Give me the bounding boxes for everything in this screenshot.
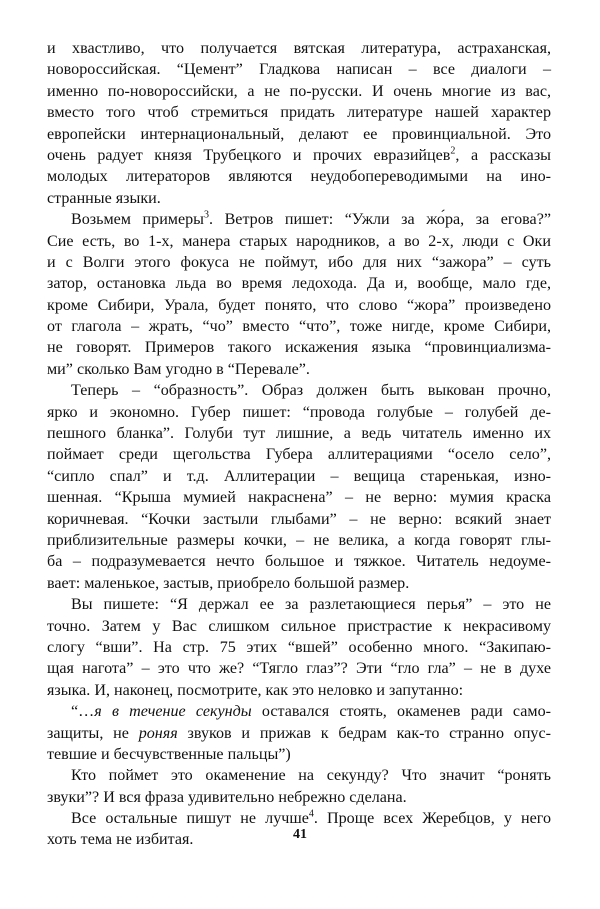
text-line: [47, 231, 551, 252]
line-text-continued: . Ветров пишет: “Ужли за жо́ра, за егова?”: [209, 211, 551, 229]
text-line: [47, 573, 551, 594]
line-text: вает: маленькое, застыв, приобрело большой размер.: [47, 574, 410, 592]
text-line: [47, 444, 551, 465]
italic-text: роняя: [138, 724, 178, 742]
line-text: шенная. “Крыша мумией накраснена” – не верно: мумия краска: [47, 489, 551, 507]
line-text-continued: оставался стоять, окаменев ради само-: [251, 703, 551, 721]
line-text: тевшие и бесчувственные пальцы”): [47, 745, 291, 763]
paragraph: [47, 594, 551, 701]
line-text: звуки”? И вся фраза удивительно небрежно сделана.: [47, 788, 407, 806]
line-text: защиты, не: [47, 724, 139, 742]
text-line: [47, 337, 551, 358]
line-text: ярко и экономно. Губер пишет: “провода голубые – голубей де-: [47, 403, 551, 421]
paragraph: [47, 380, 551, 594]
line-text: точно. Затем у Вас слишком сильное пристрастие к некрасивому: [47, 617, 551, 635]
line-text: Кто поймет это окаменение на секунду? Что значит “ронять: [71, 767, 551, 785]
text-line: [47, 38, 551, 59]
line-text: слогу “вши”. На стр. 75 этих “вшей” особенно много. “Закипаю-: [47, 638, 551, 656]
text-line: [47, 423, 551, 444]
text-line: [47, 487, 551, 508]
text-line: [47, 316, 551, 337]
text-line: [47, 81, 551, 102]
line-text: ми” сколько Вам угодно в “Перевале”.: [47, 360, 310, 378]
text-line: [47, 59, 551, 80]
page-number: 41: [293, 827, 307, 842]
line-text: пешного бланка”. Голуби тут лишние, а ведь читатель именно их: [47, 425, 551, 443]
line-text: Сие есть, во 1-х, манера старых народников, а во 2-х, люди с Оки: [47, 232, 551, 250]
line-text-continued: . Проще всех Жеребцов, у него: [313, 810, 551, 828]
line-text: Возьмем примеры: [71, 211, 204, 229]
line-text: Вы пишете: “Я держал ее за разлетающиеся перья” – это не: [71, 596, 551, 614]
text-line: [47, 616, 551, 637]
text-line: [47, 188, 551, 209]
text-line: [47, 209, 551, 230]
line-text: поймает среди щегольства Губера аллитерациями “осело село”,: [47, 446, 551, 464]
footnote-mark: 2: [450, 145, 456, 157]
line-text: не говорят. Примеров такого искажения языка “провинциализма-: [47, 339, 551, 357]
line-text: европейски интернациональный, делают ее провинциальной. Это: [47, 125, 551, 143]
text-line: [47, 744, 551, 765]
line-text: странные языки.: [47, 189, 161, 207]
line-text: кроме Сибири, Урала, будет понято, что слово “жора” произведено: [47, 296, 551, 314]
line-text: именно по-новороссийски, а не по-русски. И очень многие из вас,: [47, 82, 551, 100]
text-line: [47, 380, 551, 401]
text-line: [47, 124, 551, 145]
line-text: “сипло спал” и т.д. Аллитерации – вещица старенькая, изно-: [47, 467, 551, 485]
italic-text: я в течение секунды: [94, 703, 252, 721]
text-line: [47, 765, 551, 786]
text-line: [47, 701, 551, 722]
text-line: [47, 723, 551, 744]
paragraph: [47, 209, 551, 380]
line-text: и с Волги этого фокуса не поймут, ибо для них “зажора” – суть: [47, 253, 551, 271]
line-text: щая нагота” – это что же? “Тягло глаз”? Эти “гло гла” – не в духе: [47, 660, 551, 678]
line-text: хоть тема не избитая.: [47, 831, 194, 849]
text-line: [47, 530, 551, 551]
page-text: [47, 38, 551, 851]
text-line: [47, 658, 551, 679]
line-text-continued: , а рассказы: [455, 146, 551, 164]
text-line: [47, 273, 551, 294]
footnote-mark: 3: [204, 209, 209, 221]
text-line: [47, 637, 551, 658]
text-line: [47, 359, 551, 380]
text-line: [47, 466, 551, 487]
line-text: Теперь – “образность”. Образ должен быть выкован прочно,: [71, 382, 551, 400]
line-text: приблизительные размеры кочки, – не велика, а когда говорят глы-: [47, 531, 551, 549]
text-line: [47, 402, 551, 423]
line-text: очень радует князя Трубецкого и прочих евразийцев: [47, 146, 451, 164]
text-line: [47, 787, 551, 808]
footnote-mark: 4: [308, 808, 314, 820]
line-text-continued: звуков и прижав к бедрам как-то странно опус-: [177, 724, 551, 742]
text-line: [47, 145, 551, 166]
line-text: ба – подразумевается нечто большое и тяжкое. Читатель недоуме-: [47, 553, 551, 571]
text-line: [47, 551, 551, 572]
paragraph: [47, 701, 551, 765]
line-text: затор, остановка льда во время ледохода. Да и, вообще, мало где,: [47, 275, 551, 293]
line-text: Все остальные пишут не лучше: [71, 810, 309, 828]
text-line: [47, 594, 551, 615]
line-text: от глагола – жрать, “чо” вместо “что”, тоже нигде, кроме Сибири,: [47, 318, 551, 336]
line-text: “…: [71, 703, 95, 721]
paragraph: [47, 765, 551, 808]
text-line: [47, 166, 551, 187]
line-text: и хвастливо, что получается вятская литература, астраханская,: [47, 40, 551, 57]
line-text: молодых литераторов являются неудобопереводимыми на ино-: [47, 168, 551, 186]
text-line: [47, 102, 551, 123]
line-text: коричневая. “Кочки застыли глыбами” – не верно: всякий знает: [47, 510, 551, 528]
paragraph: [47, 38, 551, 209]
text-line: [47, 252, 551, 273]
line-text: языка. И, наконец, посмотрите, как это неловко и запутанно:: [47, 681, 464, 699]
text-line: [47, 295, 551, 316]
text-line: [47, 509, 551, 530]
text-line: [47, 680, 551, 701]
line-text: вместо того чтоб стремиться придать литературе нашей характер: [47, 104, 551, 122]
line-text: новороссийская. “Цемент” Гладкова написан – все диалоги –: [47, 61, 551, 79]
